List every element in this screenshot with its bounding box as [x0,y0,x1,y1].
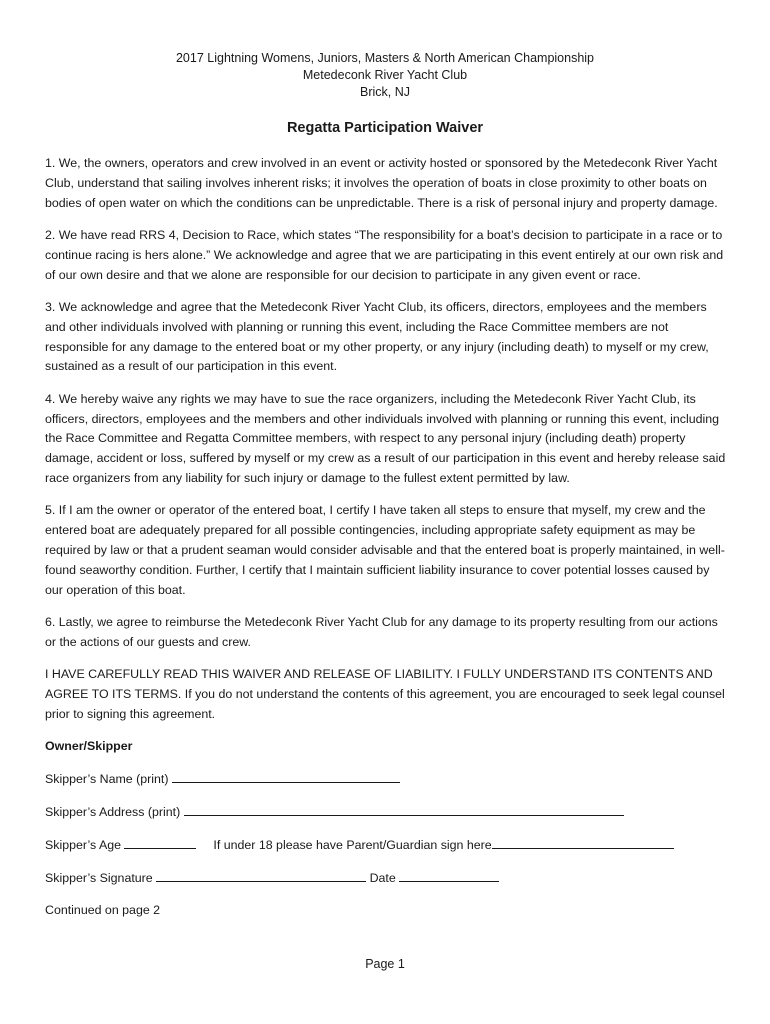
guardian-label: If under 18 please have Parent/Guardian sign here [213,838,492,853]
skipper-name-label: Skipper’s Name (print) [45,772,169,787]
skipper-address-row [45,802,729,822]
paragraph-1: 1. We, the owners, operators and crew involved in an event or activity hosted or sponsored by the Metedeconk River Yacht Club, understand that sailing involves inherent risks; it involves the operation of boats in close proximity to other boats on bodies of open water on which the conditions can be unpredictable. There is a risk of personal injury and property damage. [45,156,718,210]
document-title: Regatta Participation Waiver [286,120,484,136]
date-field[interactable] [399,868,499,882]
club-location: Brick, NJ [360,85,410,99]
paragraph-3: 3. We acknowledge and agree that the Metedeconk River Yacht Club, its officers, directors, employees and the members and other individuals involved with planning or running this event, including the Race Committee members are not responsible for any damage to the entered boat or my other property, or any injury (including death) to myself or my crew, sustained as a result of our participation in this event. [45,299,709,374]
club-name: Metedeconk River Yacht Club [302,68,468,82]
skipper-signature-row [45,868,729,888]
paragraph-6: 6. Lastly, we agree to reimburse the Metedeconk River Yacht Club for any damage to its property resulting from our actions or the actions of our guests and crew. [45,614,718,649]
skipper-age-row [45,835,729,855]
date-label: Date [369,870,396,885]
skipper-address-field[interactable] [184,802,624,816]
continued-note: Continued on page 2 [45,902,161,917]
skipper-address-label: Skipper’s Address (print) [45,805,181,820]
paragraph-2: 2. We have read RRS 4, Decision to Race, which states “The responsibility for a boat’s decision to participate in a race or to continue racing is hers alone.” We acknowledge and agree that we are participating in this event entirely at our own risk and of our own desire and that we alone are responsible for our decision to participate in any given event or race. [45,227,724,282]
event-title: 2017 Lightning Womens, Juniors, Masters & North American Championship [175,51,595,65]
skipper-name-row [45,769,729,789]
skipper-signature-field[interactable] [156,868,366,882]
guardian-signature-field[interactable] [492,835,674,849]
skipper-age-label: Skipper’s Age [45,838,122,853]
skipper-name-field[interactable] [172,769,400,783]
document-header [0,50,770,101]
owner-skipper-heading: Owner/Skipper [45,739,133,754]
page-number: Page 1 [365,957,405,971]
acknowledgement-paragraph: I HAVE CAREFULLY READ THIS WAIVER AND RELEASE OF LIABILITY. I FULLY UNDERSTAND ITS CONTENTS AND AGREE TO ITS TERMS. If you do not understand the contents of this agreement, you are encouraged to seek legal counsel prior to signing this agreement. [45,667,725,721]
skipper-signature-label: Skipper’s Signature [45,870,153,885]
paragraph-5: 5. If I am the owner or operator of the entered boat, I certify I have taken all steps to ensure that myself, my crew and the entered boat are adequately prepared for all possible contingencies, including appropriate safety equipment as may be required by law or that a prudent seaman would consider advisable and that the entered boat is properly maintained, in well-found seaworthy condition. Further, I certify that I maintain sufficient liability insurance to cover potential losses caused by our operation of this boat. [45,503,725,597]
paragraph-4: 4. We hereby waive any rights we may have to sue the race organizers, including the Metedeconk River Yacht Club, its officers, directors, employees and the members and other individuals involved with planning or running this event, including the Race Committee and Regatta Committee members, with respect to any personal injury (including death) property damage, accident or loss, suffered by myself or my crew as a result of our participation in this event and hereby release said race organizers from any liability for such injury or damage to the fullest extent permitted by law. [45,391,726,485]
document-body [45,154,729,920]
skipper-age-field[interactable] [124,835,196,849]
